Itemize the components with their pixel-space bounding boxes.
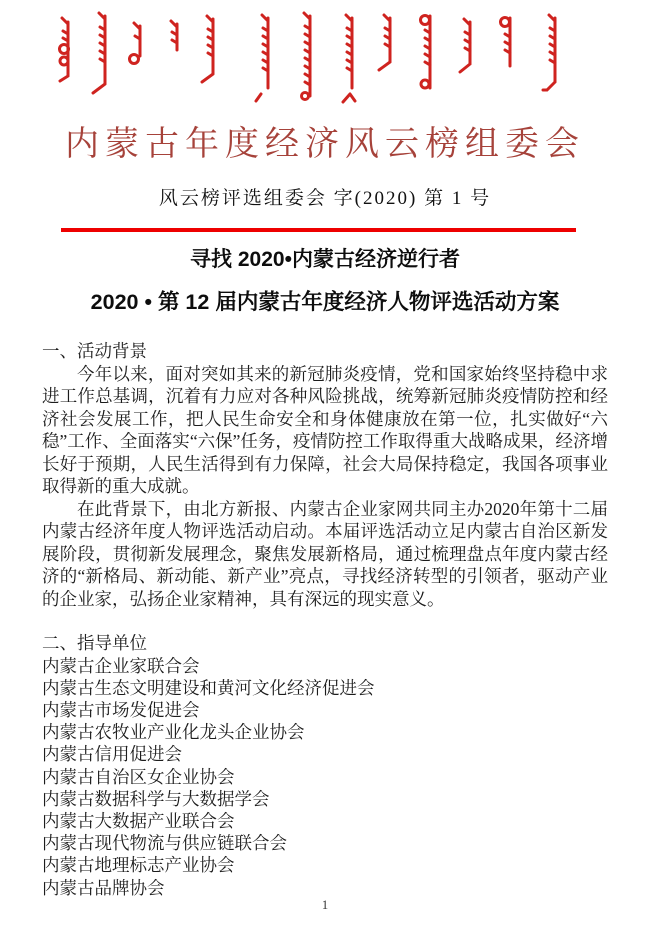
- guidance-unit-item: 内蒙古大数据产业联合会: [42, 810, 235, 831]
- guidance-unit-item: 内蒙古品牌协会: [42, 877, 165, 898]
- guidance-unit-item: 内蒙古信用促进会: [42, 744, 182, 765]
- guidance-unit-item: 内蒙古自治区女企业协会: [42, 766, 235, 787]
- section-guidance-units: [42, 632, 608, 899]
- red-divider-line: [61, 228, 576, 232]
- document-title-line2: 2020 • 第 12 届内蒙古年度经济人物评选活动方案: [90, 290, 560, 314]
- guidance-unit-item: 内蒙古生态文明建设和黄河文化经济促进会: [42, 677, 375, 698]
- document-body: [42, 240, 608, 899]
- mongolian-script-banner: [0, 4, 650, 108]
- guidance-units-list: [42, 655, 608, 899]
- body-paragraph: 在此背景下，由北方新报、内蒙古企业家网共同主办2020年第十二届内蒙古经济年度人物评选活动启动。本届评选活动立足内蒙古自治区新发展阶段，贯彻新发展理念，聚焦发展新格局，通过梳理盘点年度内蒙古经济的“新格局、新动能、新产业”亮点，寻找经济转型的引领者，驱动产业的企业家，弘扬企业家精神，具有深远的现实意义。: [42, 498, 608, 609]
- page-number: 1: [321, 898, 329, 912]
- document-number-line: 风云榜评选组委会 字(2020) 第 1 号: [158, 188, 492, 209]
- guidance-unit-item: 内蒙古市场发促进会: [42, 699, 200, 720]
- guidance-unit-item: 内蒙古地理标志产业协会: [42, 855, 235, 876]
- guidance-unit-item: 内蒙古农牧业产业化龙头企业协会: [42, 722, 305, 743]
- organization-title: 内蒙古年度经济风云榜组委会: [65, 126, 585, 163]
- document-title-line1: 寻找 2020•内蒙古经济逆行者: [190, 248, 460, 271]
- guidance-unit-item: 内蒙古数据科学与大数据学会: [42, 788, 270, 809]
- page-footer: [0, 896, 650, 914]
- section-activity-background: [42, 340, 608, 610]
- guidance-unit-item: 内蒙古企业家联合会: [42, 655, 200, 676]
- body-paragraph: 今年以来，面对突如其来的新冠肺炎疫情，党和国家始终坚持稳中求进工作总基调，沉着有力应对各种风险挑战，统筹新冠肺炎疫情防控和经济社会发展工作，把人民生命安全和身体健康放在第一位，扎实做好“六稳”工作、全面落实“六保”任务，疫情防控工作取得重大战略成果，经济增长好于预期，人民生活得到有力保障，社会大局保持稳定，我国各项事业取得新的重大成就。: [42, 363, 608, 496]
- section-heading-guidance-units: 二、指导单位: [42, 633, 147, 653]
- guidance-unit-item: 内蒙古现代物流与供应链联合会: [42, 833, 287, 854]
- mongolian-vertical-script-icon: [0, 4, 650, 108]
- section-heading-background: 一、活动背景: [42, 341, 147, 361]
